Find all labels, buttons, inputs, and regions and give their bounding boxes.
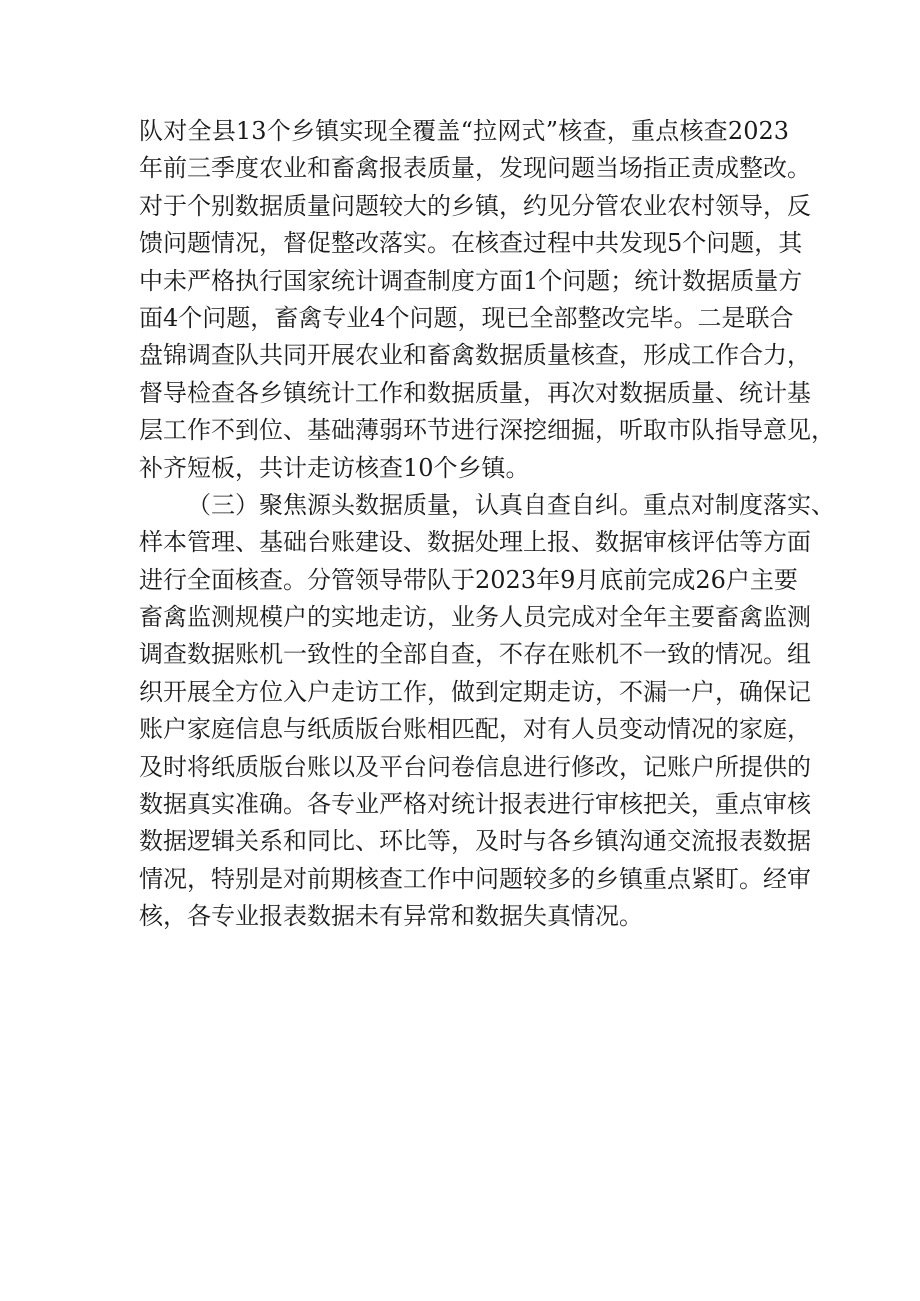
paragraph-1-line: 督导检查各乡镇统计工作和数据质量，再次对数据质量、统计基 bbox=[139, 378, 811, 407]
paragraph-2-line: 数据真实准确。各专业严格对统计报表进行审核把关，重点审核 bbox=[139, 790, 811, 819]
paragraph-1-line: 年前三季度农业和畜禽报表质量，发现问题当场指正责成整改。 bbox=[139, 154, 811, 183]
paragraph-1-line: 中未严格执行国家统计调查制度方面1个问题；统计数据质量方 bbox=[139, 266, 803, 295]
paragraph-2-line: 核，各专业报表数据未有异常和数据失真情况。 bbox=[139, 902, 643, 931]
paragraph-1-line: 层工作不到位、基础薄弱环节进行深挖细掘，听取市队指导意见， bbox=[139, 416, 835, 445]
paragraph-2-line: 进行全面核查。分管领导带队于2023年9月底前完成26户主要 bbox=[139, 565, 798, 594]
paragraph-2-line: 账户家庭信息与纸质版台账相匹配，对有人员变动情况的家庭， bbox=[139, 715, 811, 744]
body-text bbox=[139, 113, 835, 936]
paragraph-2-line: 织开展全方位入户走访工作，做到定期走访，不漏一户，确保记 bbox=[139, 677, 811, 706]
paragraph-2-line: 调查数据账机一致性的全部自查，不存在账机不一致的情况。组 bbox=[139, 640, 811, 669]
paragraph-1-line: 对于个别数据质量问题较大的乡镇，约见分管农业农村领导，反 bbox=[139, 191, 811, 220]
paragraph-2-line: 及时将纸质版台账以及平台问卷信息进行修改，记账户所提供的 bbox=[139, 752, 811, 781]
paragraph-2-line: 数据逻辑关系和同比、环比等，及时与各乡镇沟通交流报表数据 bbox=[139, 827, 811, 856]
paragraph-1-line: 面4个问题，畜禽专业4个问题，现已全部整改完毕。二是联合 bbox=[139, 303, 794, 332]
paragraph-1-line: 队对全县13个乡镇实现全覆盖“拉网式”核查，重点核查2023 bbox=[139, 117, 789, 145]
paragraph-1-line: 补齐短板，共计走访核查10个乡镇。 bbox=[139, 453, 530, 482]
paragraph-1-line: 馈问题情况，督促整改落实。在核查过程中共发现5个问题，其 bbox=[139, 229, 803, 258]
paragraph-2-line: 畜禽监测规模户的实地走访，业务人员完成对全年主要畜禽监测 bbox=[139, 603, 811, 632]
paragraph-1-line: 盘锦调查队共同开展农业和畜禽数据质量核查，形成工作合力， bbox=[139, 341, 811, 370]
paragraph-2-heading-line: （三）聚焦源头数据质量，认真自查自纠。重点对制度落实、 bbox=[187, 490, 835, 519]
paragraph-2-line: 情况，特别是对前期核查工作中问题较多的乡镇重点紧盯。经审 bbox=[139, 864, 811, 893]
paragraph-2-line: 样本管理、基础台账建设、数据处理上报、数据审核评估等方面 bbox=[139, 528, 811, 557]
